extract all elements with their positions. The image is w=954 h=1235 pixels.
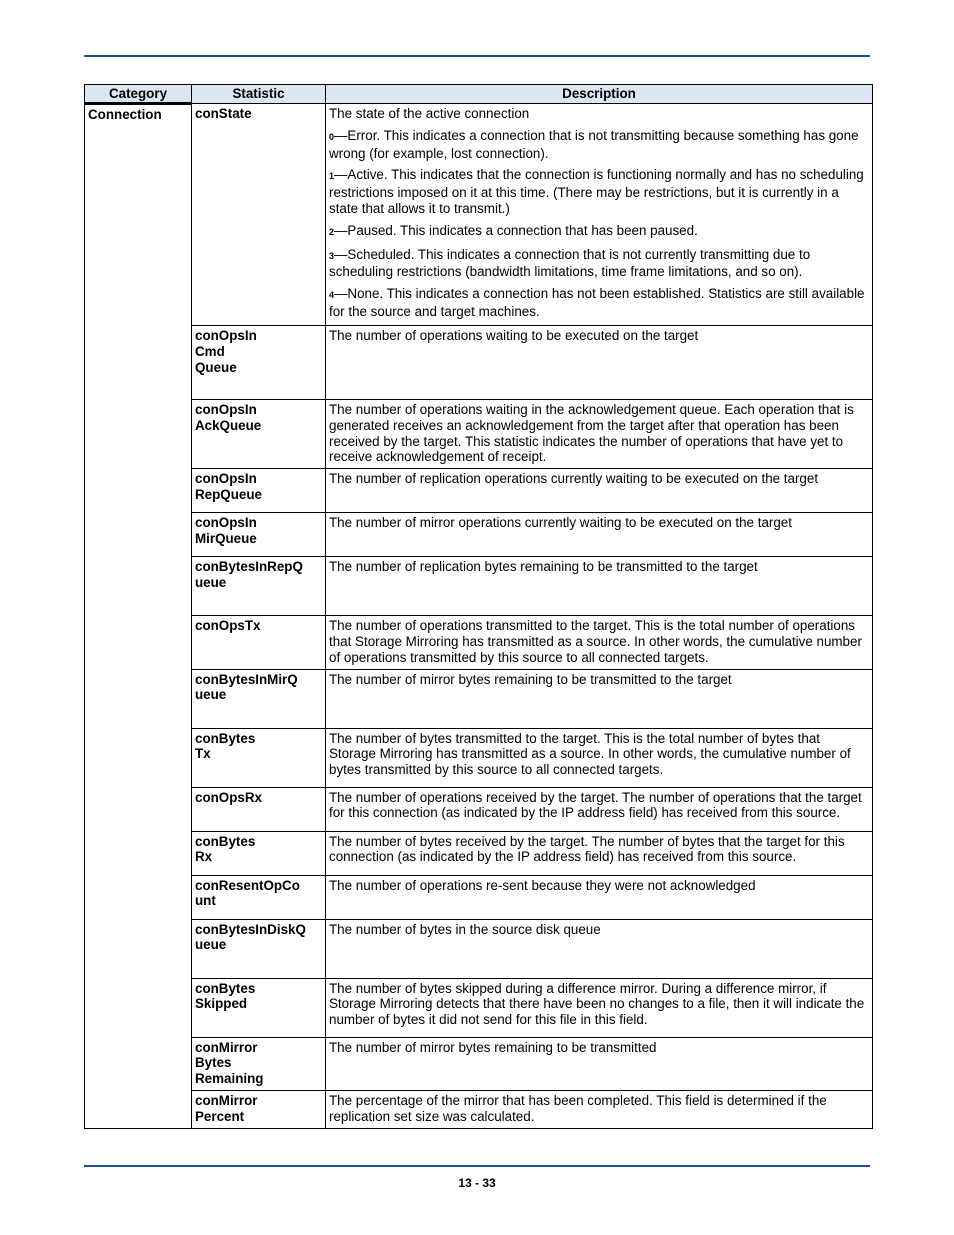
state-code: 2 [329, 226, 335, 237]
state-description [329, 247, 869, 281]
statistic-cell: conBytesInRepQ ueue [192, 557, 326, 616]
table-row [85, 1090, 873, 1128]
table-row [85, 469, 873, 513]
state-code: 4 [329, 290, 335, 301]
table-row [85, 557, 873, 616]
statistic-cell: conBytes Tx [192, 728, 326, 787]
table-row [85, 919, 873, 978]
description-cell [326, 104, 873, 326]
column-header-description: Description [326, 85, 873, 104]
footer-rule [84, 1165, 870, 1167]
table-row [85, 616, 873, 669]
state-text: —Active. This indicates that the connection is functioning normally and has no scheduling restrictions imposed on it at this time. (There may be restrictions, but it is currently in a state that allows it to transmit.) [329, 167, 864, 216]
statistic-cell: conOpsIn RepQueue [192, 469, 326, 513]
statistic-cell: conState [192, 104, 326, 326]
statistic-cell: conOpsRx [192, 787, 326, 831]
category-cell: Connection [85, 104, 192, 1129]
statistic-cell: conBytes Skipped [192, 978, 326, 1037]
state-text: —Error. This indicates a connection that is not transmitting because something has gone wrong (for example, lost connection). [329, 127, 859, 161]
table-row [85, 326, 873, 400]
description-cell: The number of bytes in the source disk queue [326, 919, 873, 978]
table-row [85, 1037, 873, 1090]
table-header-row [85, 85, 873, 104]
statistic-cell: conOpsTx [192, 616, 326, 669]
table-row [85, 400, 873, 469]
statistic-cell: conMirror Bytes Remaining [192, 1037, 326, 1090]
statistic-cell: conBytesInMirQ ueue [192, 669, 326, 728]
table-row [85, 978, 873, 1037]
column-header-category: Category [85, 85, 192, 104]
description-cell: The number of replication bytes remaining to be transmitted to the target [326, 557, 873, 616]
column-header-statistic: Statistic [192, 85, 326, 104]
state-description [329, 167, 869, 216]
description-cell: The number of mirror bytes remaining to be transmitted to the target [326, 669, 873, 728]
statistic-cell: conOpsIn Cmd Queue [192, 326, 326, 400]
statistic-cell: conOpsIn MirQueue [192, 513, 326, 557]
statistic-cell: conBytesInDiskQ ueue [192, 919, 326, 978]
table-row [85, 831, 873, 875]
state-text: —Scheduled. This indicates a connection that is not currently transmitting due to scheduling restrictions (bandwidth limitations, time frame limitations, and so on). [329, 246, 811, 280]
description-cell: The number of operations transmitted to the target. This is the total number of operations that Storage Mirroring has transmitted as a source. In other words, the cumulative number of operations transmitted by this source to all connected targets. [326, 616, 873, 669]
description-cell: The number of bytes transmitted to the target. This is the total number of bytes that Storage Mirroring has transmitted as a source. In other words, the cumulative number of bytes transmitted by this source to all connected targets. [326, 728, 873, 787]
table-row [85, 104, 873, 326]
table-row [85, 875, 873, 919]
state-description [329, 286, 869, 320]
page-number: 13 - 33 [458, 1176, 496, 1190]
state-text: —Paused. This indicates a connection that has been paused. [334, 222, 698, 238]
state-description [329, 128, 869, 162]
description-cell: The number of bytes skipped during a difference mirror. During a difference mirror, if Storage Mirroring detects that there have been no changes to a file, then it will indicate the number of bytes it did not send for this file in this field. [326, 978, 873, 1037]
state-code: 1 [329, 171, 335, 182]
header-rule [84, 55, 870, 57]
description-cell: The number of operations waiting to be executed on the target [326, 326, 873, 400]
description-cell: The number of operations re-sent because they were not acknowledged [326, 875, 873, 919]
table-row [85, 787, 873, 831]
description-cell: The number of replication operations currently waiting to be executed on the target [326, 469, 873, 513]
description-cell: The number of mirror operations currently waiting to be executed on the target [326, 513, 873, 557]
description-cell: The number of mirror bytes remaining to be transmitted [326, 1037, 873, 1090]
state-code: 0 [329, 131, 335, 142]
statistic-cell: conBytes Rx [192, 831, 326, 875]
table-row [85, 513, 873, 557]
statistic-cell: conResentOpCo unt [192, 875, 326, 919]
statistics-table [84, 84, 873, 1129]
state-text: —None. This indicates a connection has not been established. Statistics are still available for the source and target machines. [329, 286, 865, 319]
state-code: 3 [329, 250, 335, 261]
description-text: The state of the active connection [329, 106, 530, 121]
description-cell: The number of operations received by the target. The number of operations that the target for this connection (as indicated by the IP address field) has received from this source. [326, 787, 873, 831]
table-row [85, 669, 873, 728]
description-cell: The number of bytes received by the target. The number of bytes that the target for this connection (as indicated by the IP address field) has received from this source. [326, 831, 873, 875]
state-description [329, 223, 869, 241]
table-row [85, 728, 873, 787]
statistic-cell: conMirror Percent [192, 1090, 326, 1128]
description-cell: The number of operations waiting in the acknowledgement queue. Each operation that is generated receives an acknowledgement from the target after that operation has been received by the target. This statistic indicates the number of operations that have yet to receive acknowledgement of receipt. [326, 400, 873, 469]
statistic-cell: conOpsIn AckQueue [192, 400, 326, 469]
description-cell: The percentage of the mirror that has been completed. This field is determined if the replication set size was calculated. [326, 1090, 873, 1128]
